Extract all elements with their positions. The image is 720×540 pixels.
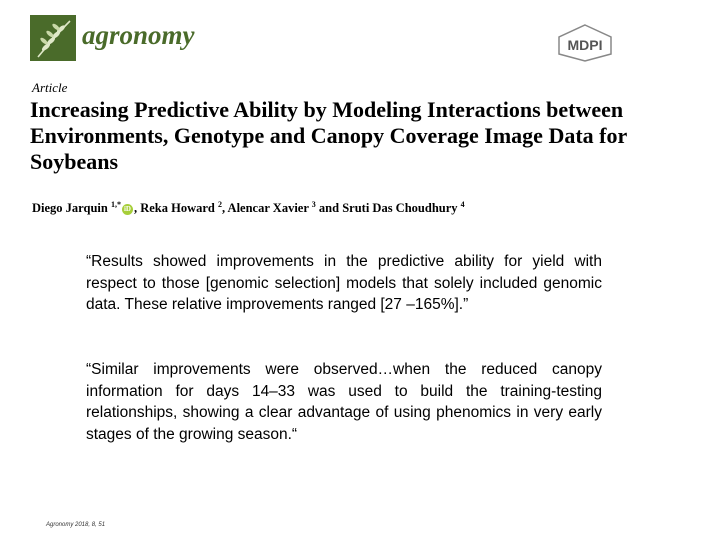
journal-header (30, 12, 690, 72)
publisher-name: MDPI (567, 37, 603, 53)
author-separator: and (315, 201, 343, 216)
citation: Agronomy 2018, 8, 51 (46, 522, 106, 528)
journal-name: agronomy (82, 20, 195, 50)
quote-phenomics: “Similar improvements were observed…when the reduced canopy information for days 14–33 was used to build the training-testing relationships, showing a clear advantage of using phenomics in very early stages of the growing season.“ (86, 361, 602, 443)
orcid-icon[interactable]: iD (123, 205, 131, 214)
author-affiliation: 2 (217, 200, 222, 209)
mdpi-logo (556, 24, 614, 62)
author-name: Reka Howard (140, 201, 218, 216)
author-affiliation: 4 (460, 200, 465, 209)
author-affiliation: 1,* (110, 200, 121, 209)
author-affiliation: 3 (311, 200, 316, 209)
article-type-label: Article (32, 80, 68, 95)
article-title: Increasing Predictive Ability by Modeling Interactions between Environments, Genotype and Canopy Coverage Image Data for Soybeans (30, 97, 627, 174)
author-name: Diego Jarquin (32, 201, 111, 216)
quote-results: “Results showed improvements in the predictive ability for yield with respect to those [genomic selection] models that solely included genomic data. These relative improvements ranged [27 –165%].” (86, 253, 602, 313)
author-separator: , (221, 201, 228, 216)
author-name: Alencar Xavier (227, 201, 312, 216)
journal-logo-icon (30, 15, 76, 61)
author-name: Sruti Das Choudhury (342, 201, 461, 216)
author-separator: , (133, 201, 141, 216)
author-list (32, 200, 465, 216)
